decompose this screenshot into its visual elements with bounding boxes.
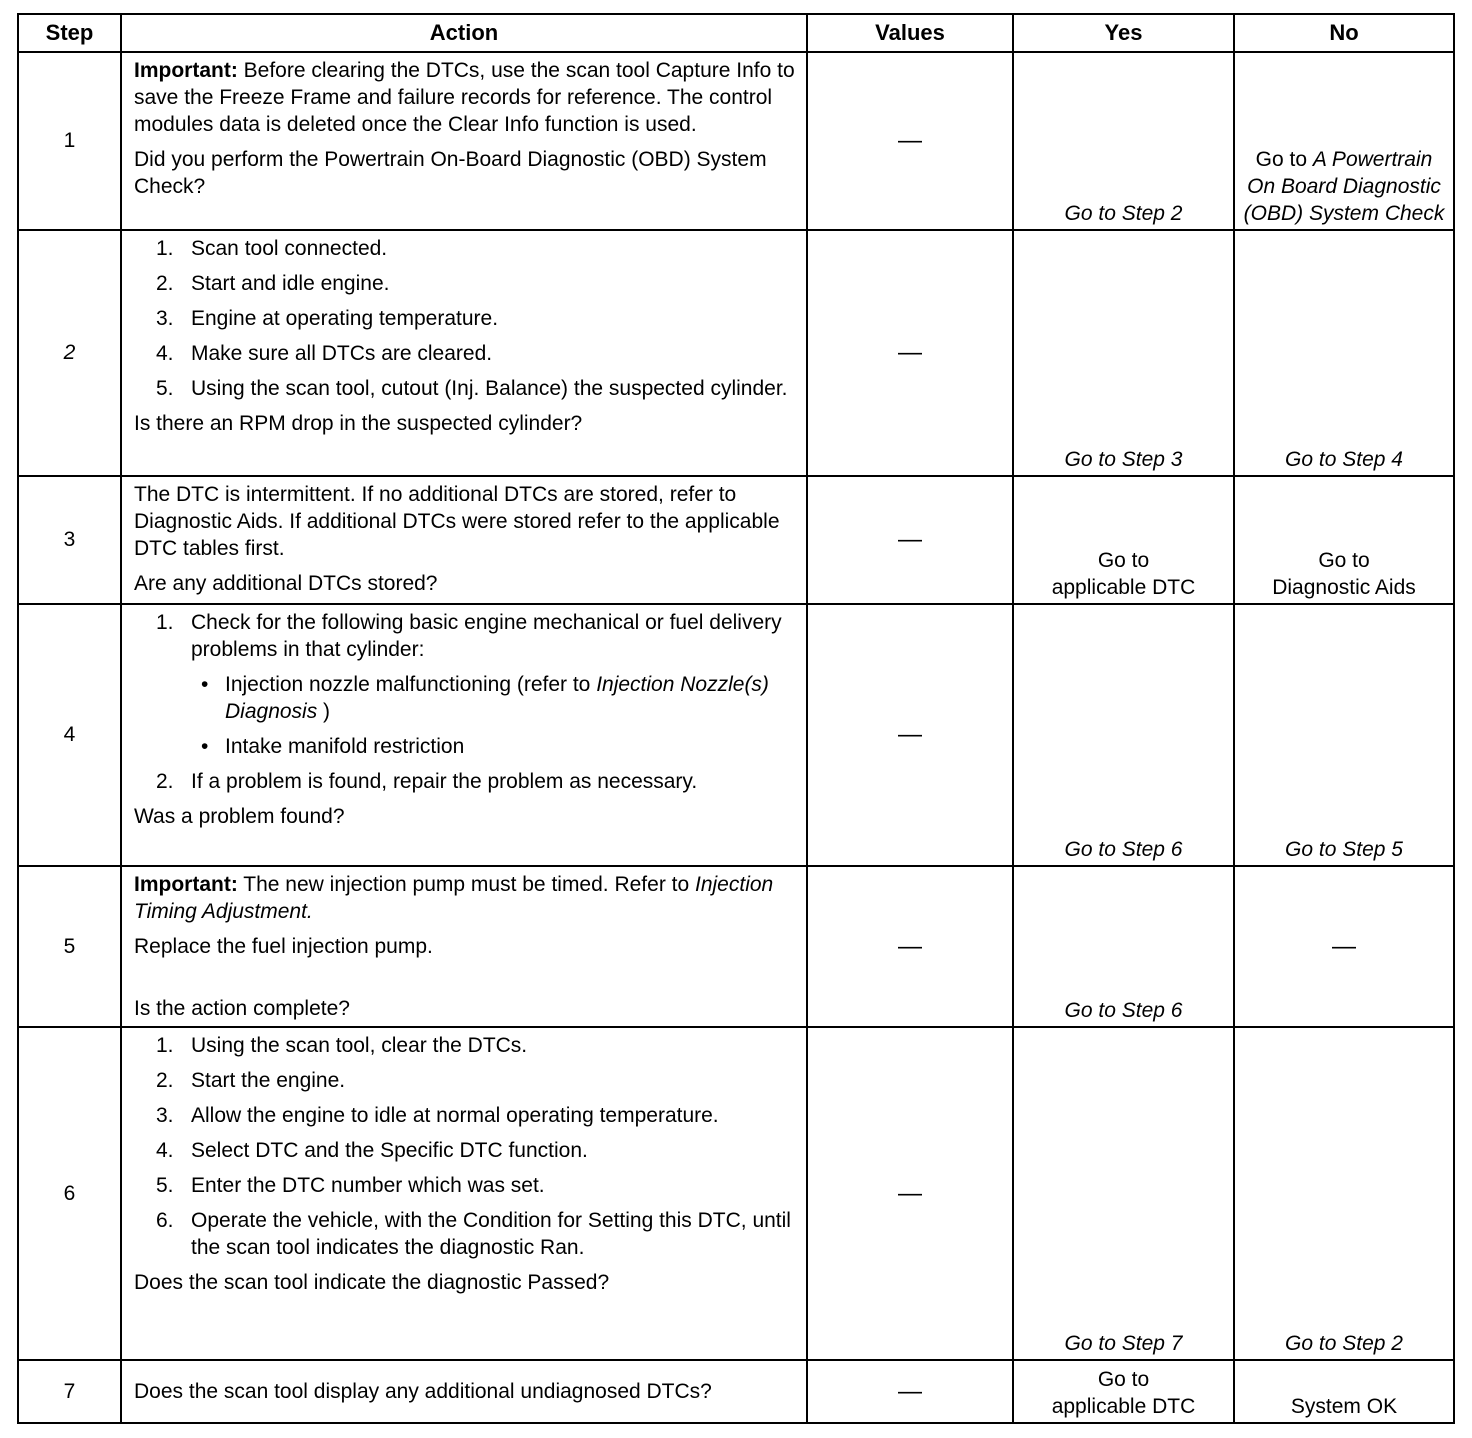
table-row [18, 604, 1454, 866]
action-question: Is the action complete? [134, 997, 350, 1020]
list-item: 5. Using the scan tool, cutout (Inj. Balance) the suspected cylinder. [156, 377, 788, 400]
action-text: Replace the fuel injection pump. [134, 935, 433, 958]
no-prefix: Go to [1255, 148, 1313, 171]
no-link[interactable]: Go to Step 2 [1285, 1332, 1403, 1355]
action-question: Is there an RPM drop in the suspected cylinder? [134, 412, 583, 435]
bullet-item: • Intake manifold restriction [201, 735, 465, 758]
list-item: 2. Start and idle engine. [156, 272, 390, 295]
action-steps [134, 1032, 798, 1261]
action-question: Are any additional DTCs stored? [134, 572, 438, 595]
no-link[interactable]: Go to Step 4 [1285, 448, 1403, 471]
values-cell: — [807, 230, 1013, 476]
list-item: 1. Scan tool connected. [156, 237, 388, 260]
yes-link[interactable]: Go to Step 2 [1064, 202, 1183, 225]
action-cell [121, 1027, 807, 1360]
action-steps [134, 235, 798, 402]
header-yes: Yes [1013, 14, 1234, 52]
nozzle-diagnosis-link[interactable]: Injection Nozzle(s) Diagnosis [225, 673, 769, 723]
step-number: 5 [18, 866, 121, 1027]
yes-cell [1013, 230, 1234, 476]
no-cell [1234, 230, 1454, 476]
table-row [18, 476, 1454, 604]
no-cell [1234, 604, 1454, 866]
list-item: 2. If a problem is found, repair the problem as necessary. [156, 770, 698, 793]
yes-cell [1013, 1360, 1234, 1423]
table-row [18, 1027, 1454, 1360]
yes-cell [1013, 604, 1234, 866]
yes-link[interactable]: Go to Step 7 [1064, 1332, 1183, 1355]
action-cell [121, 230, 807, 476]
list-item: 4. Make sure all DTCs are cleared. [156, 342, 493, 365]
important-note [134, 57, 798, 138]
important-note: Important: The new injection pump must be timed. Refer to Injection Timing Adjustment. [134, 873, 774, 923]
action-question: Did you perform the Powertrain On-Board Diagnostic (OBD) System Check? [134, 148, 767, 198]
step-number: 2 [18, 230, 121, 476]
yes-cell [1013, 866, 1234, 1027]
header-row [18, 14, 1454, 52]
no-line-1[interactable]: Go to [1318, 549, 1370, 572]
values-cell: — [807, 1027, 1013, 1360]
no-line-2[interactable]: Diagnostic Aids [1272, 576, 1416, 599]
list-item: 1. Using the scan tool, clear the DTCs. [156, 1034, 528, 1057]
step-number: 6 [18, 1027, 121, 1360]
list-item: 2. Start the engine. [156, 1069, 346, 1092]
yes-line-1[interactable]: Go to [1097, 549, 1150, 572]
yes-line-2[interactable]: applicable DTC [1051, 576, 1196, 599]
important-label: Important: [134, 59, 238, 82]
action-cell [121, 476, 807, 604]
table-row [18, 230, 1454, 476]
list-item: 3. Allow the engine to idle at normal operating temperature. [156, 1104, 719, 1127]
table-row [18, 866, 1454, 1027]
step-number: 3 [18, 476, 121, 604]
yes-line-2[interactable]: applicable DTC [1051, 1395, 1196, 1418]
important-label: Important: [134, 873, 238, 896]
list-item: 1. Check for the following basic engine mechanical or fuel delivery problems in that cylinder: • Injection nozzle malfunctioning (refer to Injection Nozzle(s) Diagnosis ) • Intake manifold restriction [134, 609, 798, 760]
yes-cell [1013, 52, 1234, 230]
no-cell [1234, 476, 1454, 604]
no-link[interactable]: Go to Step 5 [1285, 838, 1403, 861]
action-cell [121, 866, 807, 1027]
action-text: The DTC is intermittent. If no additional DTCs are stored, refer to Diagnostic Aids. If additional DTCs were stored refer to the applicable DTC tables first. [134, 483, 780, 560]
list-item: 6. Operate the vehicle, with the Condition for Setting this DTC, until the scan tool indicates the diagnostic Ran. [156, 1209, 791, 1259]
bullet-item: • Injection nozzle malfunctioning (refer to Injection Nozzle(s) Diagnosis ) [201, 673, 769, 723]
yes-line-1[interactable]: Go to [1097, 1368, 1150, 1391]
header-values: Values [807, 14, 1013, 52]
table-row [18, 52, 1454, 230]
important-text: Before clearing the DTCs, use the scan tool Capture Info to save the Freeze Frame and failure records for reference. The control modules data is deleted once the Clear Info function is used. [134, 59, 795, 136]
no-cell: System OK [1234, 1360, 1454, 1423]
yes-link[interactable]: Go to Step 6 [1064, 838, 1183, 861]
yes-link[interactable]: Go to Step 6 [1064, 999, 1183, 1022]
values-cell: — [807, 604, 1013, 866]
action-steps [134, 609, 798, 795]
step-number: 7 [18, 1360, 121, 1423]
no-cell [1234, 52, 1454, 230]
values-cell: — [807, 476, 1013, 604]
values-cell: — [807, 1360, 1013, 1423]
header-step: Step [18, 14, 121, 52]
table-row [18, 1360, 1454, 1423]
step-number: 4 [18, 604, 121, 866]
yes-cell [1013, 476, 1234, 604]
list-item: 4. Select DTC and the Specific DTC function. [156, 1139, 588, 1162]
header-action: Action [121, 14, 807, 52]
action-cell [121, 52, 807, 230]
action-question: Does the scan tool display any additional undiagnosed DTCs? [134, 1380, 712, 1403]
no-cell: — [1234, 866, 1454, 1027]
diagnostic-table [17, 13, 1455, 1424]
yes-link[interactable]: Go to Step 3 [1064, 448, 1183, 471]
no-cell [1234, 1027, 1454, 1360]
action-cell [121, 1360, 807, 1423]
no-link[interactable]: A Powertrain On Board Diagnostic (OBD) System Check [1243, 148, 1445, 225]
action-question: Was a problem found? [134, 805, 345, 828]
values-cell: — [807, 866, 1013, 1027]
values-cell: — [807, 52, 1013, 230]
list-item: 3. Engine at operating temperature. [156, 307, 499, 330]
header-no: No [1234, 14, 1454, 52]
sub-list [191, 671, 798, 760]
step-number: 1 [18, 52, 121, 230]
list-item: 5. Enter the DTC number which was set. [156, 1174, 545, 1197]
action-question: Does the scan tool indicate the diagnostic Passed? [134, 1271, 610, 1294]
yes-cell [1013, 1027, 1234, 1360]
action-cell [121, 604, 807, 866]
timing-adjustment-link[interactable]: Injection Timing Adjustment. [134, 873, 774, 923]
